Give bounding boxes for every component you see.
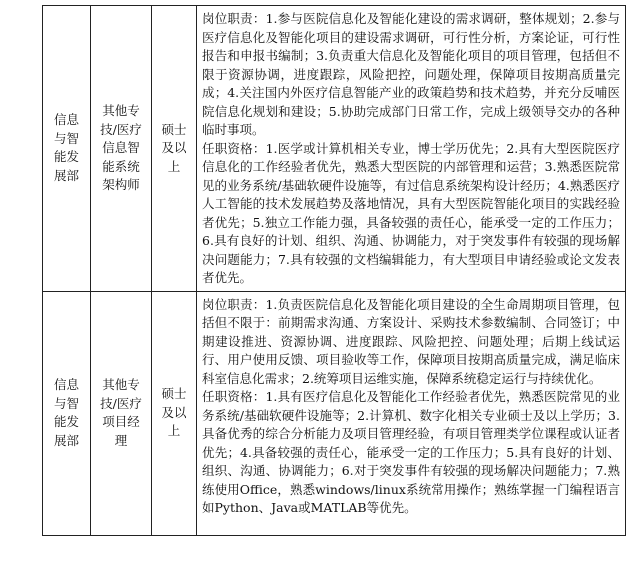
education-cell [152,6,197,292]
job-table [42,5,626,536]
position-cell [91,6,152,292]
duties-text: 岗位职责：1.负责医院信息化及智能化项目建设的全生命周期项目管理，包括但不限于：前期需求沟通、方案设计、采购技术参数编制、合同签订；中期建设推进、资源协调、进度跟踪、风险把控、问题处理；后期上线试运行、用户使用反馈、项目验收等工作，保障项目按期高质量完成，满足临床科室信息化需求；2.统筹项目运维实施，保障系统稳定运行与持续优化。 [202,296,620,386]
duties-text: 岗位职责：1.参与医院信息化及智能化建设的需求调研，整体规划；2.参与医疗信息化及智能化项目的建设需求调研，可行性分析，方案论证，可行性报告和申报书编制；3.负责重大信息化及智能化项目的项目管理，包括但不限于资源协调，进度跟踪，风险把控，问题处理，保障项目按期高质量完成；4.关注国内外医疗信息智能产业的政策趋势和技术趋势，并充分反哺医院信息化规划和建设；5.协助完成部门日常工作，完成上级领导交办的各种临时事项。 [202,11,620,137]
table-row [43,6,626,292]
description-cell [197,6,626,292]
requirements-text: 任职资格：1.医学或计算机相关专业，博士学历优先；2.具有大型医院医疗信息化的工作经验者优先，熟悉大型医院的内部管理和运营；3.熟悉医院常见的业务系统/基础软硬件设施等，有过信息系统架构设计经历；4.熟悉医疗人工智能的技术发展趋势及落地情况，具有大型医院智能化项目的实践经验者优先；5.独立工作能力强，具备较强的责任心，能承受一定的工作压力；6.具有良好的计划、组织、沟通、协调能力，对于突发事件有较强的现场解决问题能力；7.具有较强的文档编辑能力，有大型项目申请经验或论文发表者优先。 [202,140,620,285]
description-cell [197,291,626,535]
dept-text: 信息与智能发展部 [53,112,79,183]
requirements-text: 任职资格：1.具有医疗信息化及智能化工作经验者优先，熟悉医院常见的业务系统/基础软硬件设施等；2.计算机、数字化相关专业硕士及以上学历；3.具备优秀的综合分析能力及项目管理经验，有项目管理类学位课程或认证者优先；4.具备较强的责任心，能承受一定的工作压力；5.具有良好的计划、组织、沟通、协调能力；6.对于突发事件有较强的现场解决问题能力；7.熟练使用Office，熟悉windows/linux系统常用操作；熟练掌握一门编程语言如Python、Java或MATLAB等优先。 [202,389,620,515]
education-cell [152,291,197,535]
position-text: 其他专技/医疗项目经理 [100,377,142,448]
position-text: 其他专技/医疗信息智能系统架构师 [100,103,142,192]
dept-text: 信息与智能发展部 [53,377,79,448]
education-text: 硕士及以上 [161,121,187,174]
education-text: 硕士及以上 [161,386,187,439]
dept-cell [43,291,91,535]
table-row [43,291,626,535]
position-cell [91,291,152,535]
dept-cell [43,6,91,292]
